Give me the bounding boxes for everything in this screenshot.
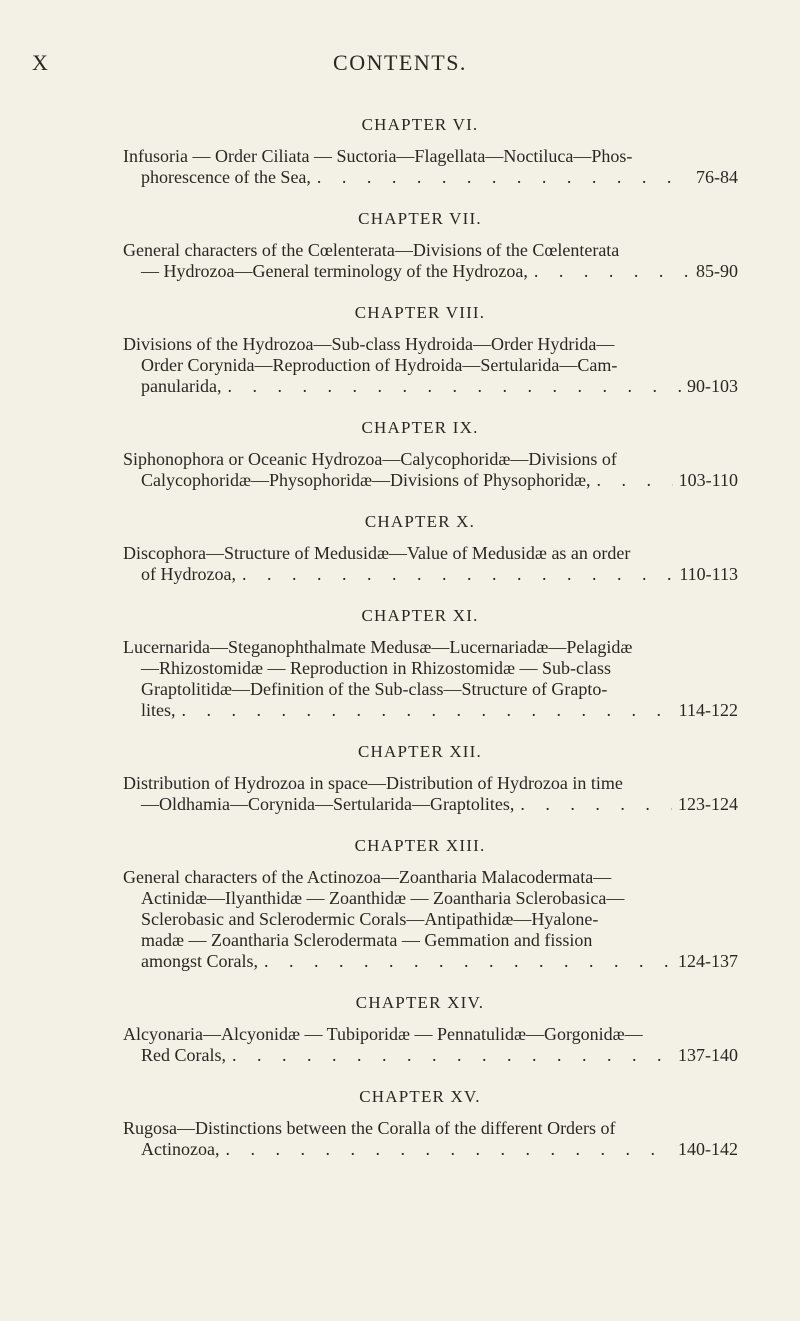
summary-last-line [123,470,738,491]
chapter-summary [123,334,738,397]
summary-line: Calycophoridæ—Physophoridæ—Divisions of Physophoridæ, [141,470,591,490]
summary-last-line [123,167,738,188]
chapter-entry [0,208,800,282]
dot-leader [225,1139,672,1160]
contents-list [0,114,800,1180]
chapter-title: CHAPTER IX. [361,418,479,437]
summary-line: Order Corynida—Reproduction of Hydroida—Sertularida—Cam- [141,355,618,375]
dot-leader [597,470,673,491]
page-range: 90-103 [687,376,738,396]
chapter-summary [123,449,738,491]
summary-last-line [123,564,738,585]
page-range: 123-124 [678,794,738,814]
summary-line: of Hydrozoa, [141,564,236,584]
chapter-title: CHAPTER XII. [358,742,482,761]
summary-line: lites, [141,700,176,720]
chapter-entry [0,605,800,721]
dot-leader [227,376,681,397]
chapter-summary [123,1118,738,1160]
chapter-entry [0,417,800,491]
page-range: 103-110 [678,470,738,490]
page-range: 85-90 [696,261,738,281]
page-range: 76-84 [696,167,738,187]
chapter-summary [123,867,738,972]
summary-line: panularida, [141,376,222,396]
chapter-title: CHAPTER X. [364,512,476,531]
summary-line: Graptolitidæ—Definition of the Sub-class—Structure of Grapto- [141,679,608,699]
summary-last-line [123,794,738,815]
summary-line: Lucernarida—Steganophthalmate Medusæ—Lucernariadæ—Pelagidæ [123,637,633,657]
summary-line: Actinidæ—Ilyanthidæ — Zoanthidæ — Zoantharia Sclerobasica— [141,888,625,908]
chapter-title: CHAPTER VIII. [354,303,486,322]
summary-line: General characters of the Actinozoa—Zoantharia Malacodermata— [123,867,612,887]
chapter-entry [0,302,800,397]
chapter-title: CHAPTER XI. [361,606,479,625]
dot-leader [182,700,673,721]
summary-line: Actinozoa, [141,1139,220,1159]
summary-line: Siphonophora or Oceanic Hydrozoa—Calycophoridæ—Divisions of [123,449,617,469]
page-header [0,50,800,80]
chapter-title: CHAPTER VI. [361,115,479,134]
page-range: 137-140 [678,1045,738,1065]
summary-line: — Hydrozoa—General terminology of the Hydrozoa, [141,261,528,281]
chapter-entry [0,511,800,585]
page-range: 114-122 [678,700,738,720]
running-title: CONTENTS. [333,50,467,75]
summary-line: Divisions of the Hydrozoa—Sub-class Hydroida—Order Hydrida— [123,334,615,354]
summary-line: Sclerobasic and Sclerodermic Corals—Antipathidæ—Hyalone- [141,909,599,929]
chapter-summary [123,146,738,188]
summary-line: Discophora—Structure of Medusidæ—Value of Medusidæ as an order [123,543,631,563]
summary-line: Infusoria — Order Ciliata — Suctoria—Flagellata—Noctiluca—Phos- [123,146,633,166]
chapter-entry [0,992,800,1066]
chapter-summary [123,543,738,585]
page-range: 110-113 [679,564,738,584]
summary-last-line [123,376,738,397]
chapter-entry [0,114,800,188]
dot-leader [317,167,690,188]
chapter-title: CHAPTER VII. [358,209,482,228]
summary-last-line [123,1139,738,1160]
chapter-entry [0,1086,800,1160]
chapter-summary [123,1024,738,1066]
page-range: 124-137 [678,951,738,971]
summary-line: Rugosa—Distinctions between the Coralla of the different Orders of [123,1118,616,1138]
dot-leader [242,564,673,585]
chapter-entry [0,835,800,972]
summary-line: —Oldhamia—Corynida—Sertularida—Graptolites, [141,794,515,814]
summary-last-line [123,951,738,972]
dot-leader [232,1045,672,1066]
chapter-title: CHAPTER XV. [359,1087,481,1106]
chapter-title: CHAPTER XIV. [355,993,485,1012]
summary-last-line [123,261,738,282]
summary-line: madæ — Zoantharia Sclerodermata — Gemmation and fission [141,930,593,950]
dot-leader [264,951,672,972]
summary-line: —Rhizostomidæ — Reproduction in Rhizostomidæ — Sub-class [141,658,611,678]
chapter-summary [123,240,738,282]
summary-line: General characters of the Cœlenterata—Divisions of the Cœlenterata [123,240,620,260]
summary-line: Alcyonaria—Alcyonidæ — Tubiporidæ — Pennatulidæ—Gorgonidæ— [123,1024,643,1044]
chapter-summary [123,773,738,815]
page-number: X [32,50,49,75]
summary-last-line [123,1045,738,1066]
page-range: 140-142 [678,1139,738,1159]
dot-leader [520,794,672,815]
summary-line: Red Corals, [141,1045,226,1065]
chapter-summary [123,637,738,721]
dot-leader [534,261,690,282]
summary-last-line [123,700,738,721]
chapter-entry [0,741,800,815]
chapter-title: CHAPTER XIII. [354,836,486,855]
summary-line: amongst Corals, [141,951,258,971]
summary-line: Distribution of Hydrozoa in space—Distribution of Hydrozoa in time [123,773,623,793]
summary-line: phorescence of the Sea, [141,167,311,187]
